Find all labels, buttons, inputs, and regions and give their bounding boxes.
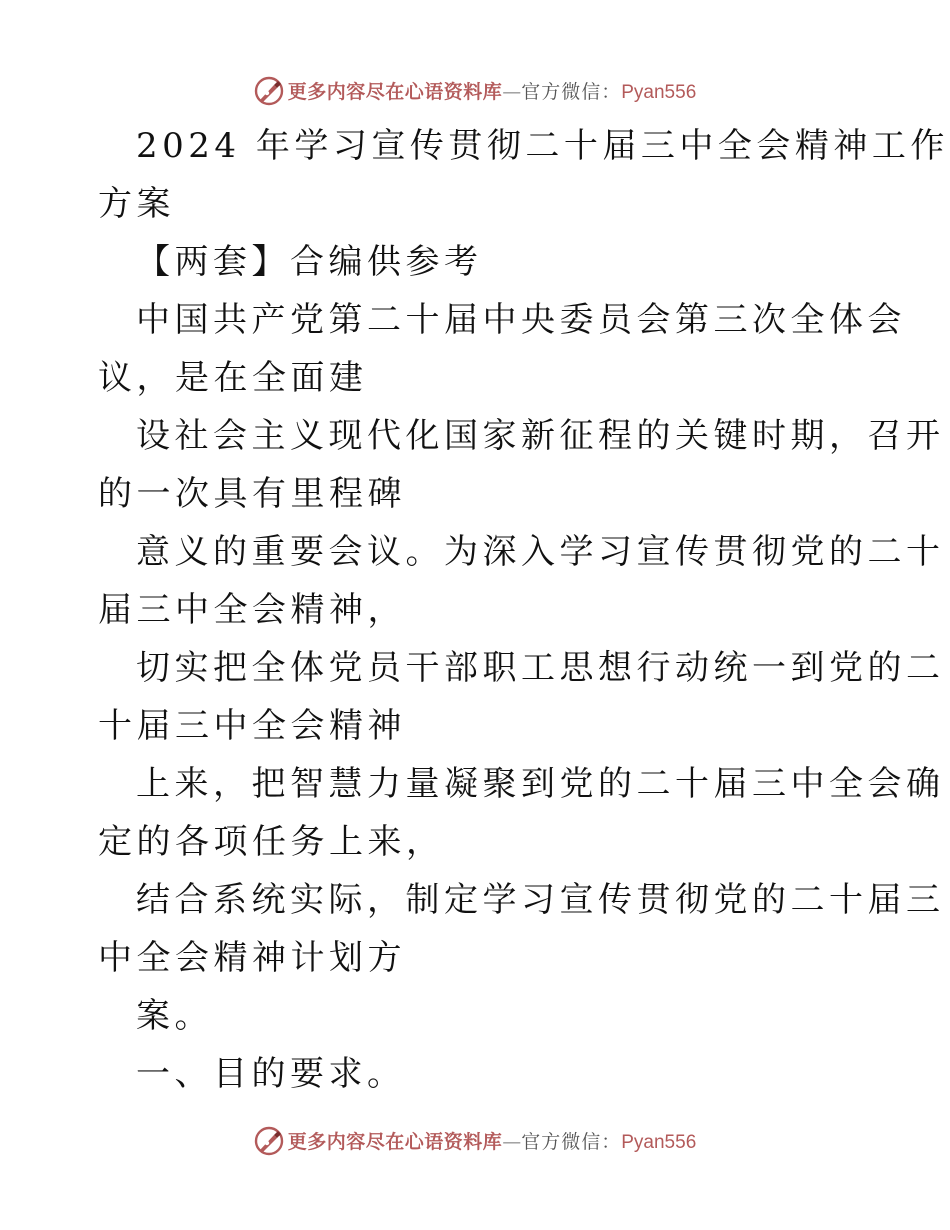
doc-paragraph-line: 届三中全会精神， [98, 590, 406, 630]
doc-subtitle: 【两套】合编供参考 [136, 242, 483, 282]
watermark-label: 官方微信： [521, 81, 622, 103]
watermark-wechat-id: Pyan556 [621, 82, 697, 103]
doc-paragraph-line: 定的各项任务上来， [98, 822, 445, 862]
watermark-label: 官方微信： [521, 1131, 622, 1153]
footer-watermark [0, 1128, 950, 1158]
doc-paragraph-line: 议，是在全面建 [98, 358, 368, 398]
watermark-main-text: 更多内容尽在心语资料库 [287, 81, 503, 103]
doc-paragraph-line: 的一次具有里程碑 [98, 474, 406, 514]
watermark-wechat-id: Pyan556 [621, 1132, 697, 1153]
doc-paragraph-line: 切实把全体党员干部职工思想行动统一到党的二 [136, 648, 945, 688]
doc-paragraph-line: 中国共产党第二十届中央委员会第三次全体会 [136, 300, 906, 340]
doc-title-line-1: 2024 年学习宣传贯彻二十届三中全会精神工作 [136, 126, 949, 166]
doc-paragraph-line: 结合系统实际，制定学习宣传贯彻党的二十届三 [136, 880, 945, 920]
doc-paragraph-line: 中全会精神计划方 [98, 938, 406, 978]
doc-paragraph-line: 设社会主义现代化国家新征程的关键时期，召开 [136, 416, 945, 456]
watermark-main-text: 更多内容尽在心语资料库 [287, 1131, 503, 1153]
pen-logo-icon [254, 76, 284, 106]
doc-paragraph-line: 十届三中全会精神 [98, 706, 406, 746]
watermark-dash: — [502, 1131, 522, 1153]
doc-title-line-2: 方案 [98, 184, 175, 224]
doc-paragraph-line: 上来，把智慧力量凝聚到党的二十届三中全会确 [136, 764, 945, 804]
doc-paragraph-line: 案。 [136, 996, 213, 1036]
doc-paragraph-line: 意义的重要会议。为深入学习宣传贯彻党的二十 [136, 532, 945, 572]
header-watermark [0, 78, 950, 108]
pen-logo-icon [254, 1126, 284, 1156]
watermark-dash: — [502, 81, 522, 103]
doc-section-heading: 一、目的要求。 [136, 1054, 406, 1094]
document-body [98, 117, 949, 1103]
